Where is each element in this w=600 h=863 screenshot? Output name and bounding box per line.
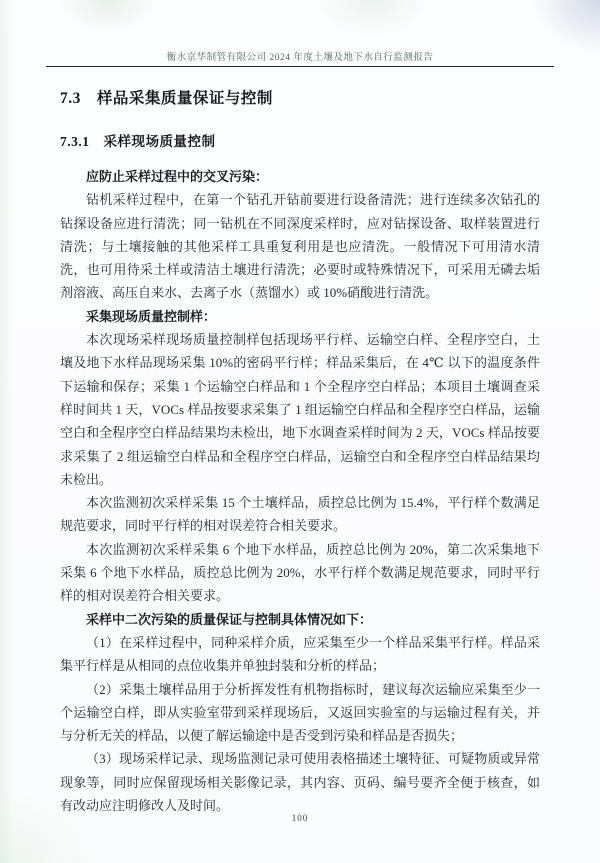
header-rule [46, 66, 554, 67]
paragraph-lead-cross-contamination: 应防止采样过程中的交叉污染： [86, 169, 269, 184]
paragraph-qc-sample-details: 本次现场采样现场质量控制样包括现场平行样、运输空白样、全程序空白，土壤及地下水样品现场采集 10%的密码平行样；样品采集后，在 4℃ 以下的温度条件下运输和保存；采集 1 个运输空白样品和 1 个全程序空白样品；本项目土壤调查采样时间共 1 天，VOCs 样品按要求采集了 1 组运输空白样品和全程序空白样品，运输空白和全程序空白样品结果均未检出，地下水调查采样时间为 2 天，VOCs 样品按要求采集了 2 组运输空白样品和全程序空白样品，运输空白和全程序空白样品结果均未检出。 [60, 332, 540, 487]
section-heading: 7.3 样品采集质量保证与控制 [60, 90, 273, 107]
subsection-heading: 7.3.1 采样现场质量控制 [60, 134, 216, 149]
paragraph-soil-sample-qc: 本次监测初次采样采集 15 个土壤样品，质控总比例为 15.4%，平行样个数满足规范要求，同时平行样的相对误差符合相关要求。 [60, 495, 540, 534]
page-number: 100 [291, 813, 309, 823]
document-body [60, 86, 540, 817]
paragraph-lead-qc-samples: 采集现场质量控制样： [86, 308, 217, 324]
paragraph-groundwater-sample-qc: 本次监测初次采样采集 6 个地下水样品，质控总比例为 20%，第二次采集地下采集 6 个地下水样品，质控总比例为 20%，水平行样个数满足规范要求，同时平行样的相对误差符合相关要求。 [60, 541, 540, 604]
paragraph-drill-cleaning: 钻机采样过程中，在第一个钻孔开钻前要进行设备清洗；进行连续多次钻孔的钻探设备应进行清洗；同一钻机在不同深度采样时，应对钻探设备、取样装置进行清洗；与土壤接触的其他采样工具重复利用是也应清洗。一般情况下可用清水清洗，也可用待采土样或清洁土壤进行清洗；必要时或特殊情况下，可采用无磷去垢剂溶液、高压自来水、去离子水（蒸馏水）或 10%硝酸进行清洗。 [60, 192, 540, 301]
paragraph-item-2-transport-blank: （2）采集土壤样品用于分析挥发性有机物指标时，建议每次运输应采集至少一个运输空白样，即从实验室带到采样现场后，又返回实验室的与运输过程有关，并与分析无关的样品，以便了解运输途中是否受到污染和样品是否损失； [60, 681, 540, 744]
paragraph-lead-secondary-pollution: 采样中二次污染的质量保证与控制具体情况如下： [86, 611, 373, 627]
paragraph-item-1-parallel-samples: （1）在采样过程中，同种采样介质，应采集至少一个样品采集平行样。样品采集平行样是从相同的点位收集并单独封装和分析的样品； [60, 634, 540, 674]
paragraph-block [60, 165, 540, 817]
paragraph-item-3-field-records: （3）现场采样记录、现场监测记录可使用表格描述土壤特征、可疑物质或异常现象等，同时应保留现场相关影像记录，其内容、页码、编号要齐全便于核查，如有改动应注明修改人及时间。 [60, 751, 540, 814]
page-header-title: 衡水京华制管有限公司 2024 年度土壤及地下水自行监测报告 [166, 53, 434, 63]
